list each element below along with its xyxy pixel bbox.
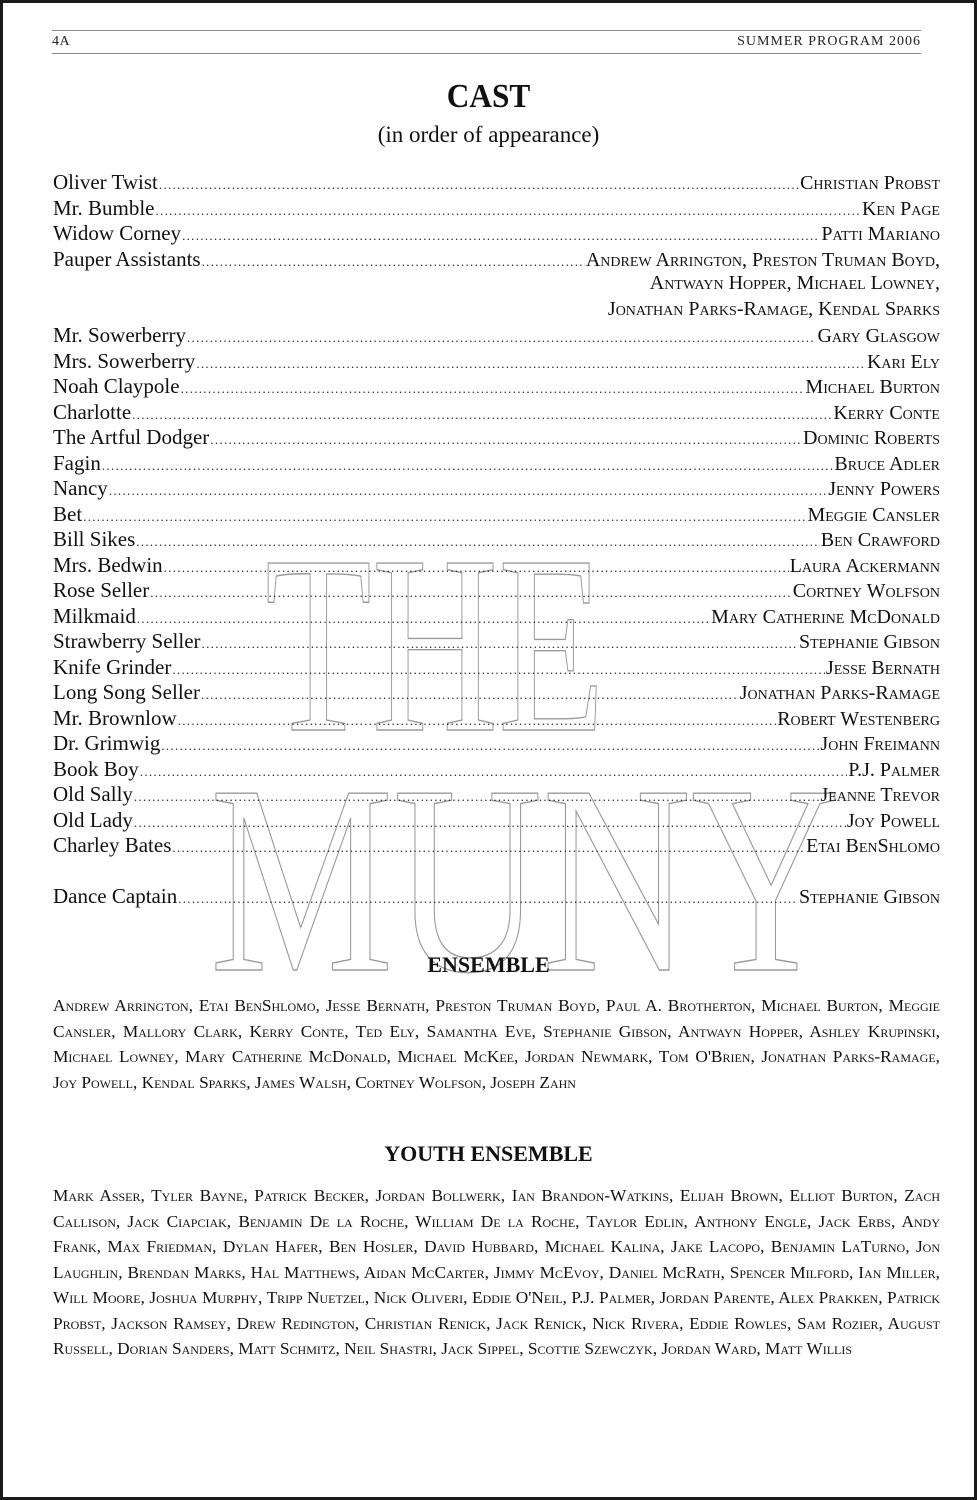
watermark-line-2: MUNY — [210, 730, 840, 980]
watermark-line-1: THE — [265, 530, 605, 786]
page-title: CAST — [446, 78, 531, 115]
leader-dots — [196, 356, 866, 372]
actor-name: Ben Crawford — [820, 529, 940, 551]
cast-row — [53, 196, 940, 222]
role-name: Mrs. Bedwin — [53, 552, 163, 577]
actor-name: Meggie Cansler — [807, 503, 940, 526]
leader-dots — [187, 330, 816, 346]
cast-row-continuation — [53, 298, 940, 324]
cast-row — [53, 323, 940, 349]
cast-row — [53, 884, 940, 910]
leader-dots — [102, 458, 834, 474]
cast-row — [53, 374, 940, 400]
page-subtitle: (in order of appearance) — [377, 122, 600, 147]
leader-dots — [140, 764, 847, 780]
ensemble-heading: ENSEMBLE — [427, 952, 550, 977]
role-name: Knife Grinder — [53, 654, 172, 679]
cast-row-continuation — [53, 272, 940, 298]
role-name: Milkmaid — [53, 603, 136, 628]
actor-name: Etai BenShlomo — [806, 835, 940, 857]
cast-row — [53, 425, 940, 451]
youth-ensemble-names: Mark Asser, Tyler Bayne, Patrick Becker, Jordan Bollwerk, Ian Brandon-Watkins, Elijah Brown, Elliot Burton, Zach Callison, Jack Ciapciak, Benjamin De la Roche, William De la Roche, Taylor Edlin, Anthony Engle, Jack Erbs, Andy Frank, Max Friedman, Dylan Hafer, Ben Hosler, David Hubbard, Michael Kalina, Jake Lacopo, Benjamin LaTurno, Jon Laughlin, Brendan Marks, Hal Matthews, Aidan McCarter, Jimmy McEvoy, Daniel McRath, Spencer Milford, Ian Miller, Will Moore, Joshua Murphy, Tripp Nuetzel, Nick Oliveri, Eddie O'Neil, P.J. Palmer, Jordan Parente, Alex Prakken, Patrick Probst, Jackson Ramsey, Drew Redington, Christian Renick, Jack Renick, Nick Rivera, Eddie Rowles, Sam Rozier, August Russell, Dorian Sanders, Matt Schmitz, Neil Shastri, Jack Sippel, Scottie Szewczyk, Jordan Ward, Matt Willis — [53, 1186, 940, 1358]
role-name: Rose Seller — [53, 578, 150, 602]
actor-name: Andrew Arrington, Preston Truman Boyd, — [585, 248, 940, 271]
role-name: Old Lady — [53, 807, 133, 832]
leader-dots — [156, 203, 861, 219]
actor-name: Kerry Conte — [833, 401, 940, 424]
role-name: Fagin — [53, 450, 101, 475]
actor-name: Mary Catherine McDonald — [711, 605, 940, 628]
role-name: Pauper Assistants — [53, 246, 201, 271]
cast-row — [53, 833, 940, 859]
cast-row — [53, 629, 940, 655]
actor-name: John Freimann — [820, 733, 940, 755]
cast-row — [53, 706, 940, 732]
actor-name: Jonathan Parks-Ramage — [739, 682, 940, 704]
leader-dots — [181, 381, 805, 397]
actor-name: Ken Page — [861, 197, 940, 220]
leader-dots — [202, 636, 798, 652]
actor-name: Dominic Roberts — [803, 427, 940, 449]
leader-dots — [161, 738, 819, 754]
cast-list — [53, 170, 940, 909]
role-name: Oliver Twist — [53, 170, 158, 194]
role-name: Mr. Brownlow — [53, 705, 177, 730]
cast-row — [53, 400, 940, 426]
actor-name: Jonathan Parks-Ramage, Kendal Sparks — [607, 297, 940, 320]
cast-row — [53, 527, 940, 553]
role-name: Nancy — [53, 476, 108, 500]
leader-dots — [159, 177, 799, 193]
leader-dots — [150, 585, 792, 601]
leader-dots — [134, 789, 820, 805]
role-name: Charlotte — [53, 399, 132, 424]
actor-name: Stephanie Gibson — [798, 631, 940, 653]
actor-name: Cortney Wolfson — [792, 580, 940, 602]
role-name: Dr. Grimwig — [53, 731, 161, 755]
leader-dots — [182, 228, 820, 244]
actor-name: Bruce Adler — [834, 452, 940, 475]
role-name: Mr. Bumble — [53, 195, 155, 220]
youth-ensemble-heading: YOUTH ENSEMBLE — [384, 1141, 593, 1166]
role-name: Widow Corney — [53, 221, 182, 245]
leader-dots — [210, 432, 802, 448]
role-name: Mrs. Sowerberry — [53, 348, 196, 373]
role-name: Dance Captain — [53, 883, 178, 908]
actor-name: Joy Powell — [846, 809, 940, 832]
role-name: Book Boy — [53, 756, 139, 781]
cast-row — [53, 731, 940, 757]
role-name: Bill Sikes — [53, 527, 136, 551]
cast-row — [53, 221, 940, 247]
program-title: SUMMER PROGRAM 2006 — [737, 34, 921, 49]
actor-name: Patti Mariano — [821, 223, 940, 245]
leader-dots — [178, 713, 777, 729]
leader-dots — [201, 687, 739, 703]
actor-name: Laura Ackermann — [789, 554, 940, 577]
leader-dots — [132, 407, 832, 423]
role-name: Strawberry Seller — [53, 629, 201, 653]
cast-row — [53, 757, 940, 783]
cast-row — [53, 782, 940, 808]
role-name: Mr. Sowerberry — [53, 323, 186, 347]
leader-dots — [178, 891, 798, 907]
cast-row — [53, 349, 940, 375]
actor-name: Michael Burton — [805, 376, 940, 398]
leader-dots — [164, 560, 789, 576]
leader-dots — [134, 815, 846, 831]
cast-row — [53, 170, 940, 196]
leader-dots — [172, 662, 825, 678]
cast-row — [53, 604, 940, 630]
cast-row — [53, 680, 940, 706]
actor-name: Christian Probst — [800, 172, 940, 194]
cast-row — [53, 502, 940, 528]
cast-row — [53, 476, 940, 502]
cast-row — [53, 808, 940, 834]
actor-name: Robert Westenberg — [777, 707, 940, 730]
role-name: Noah Claypole — [53, 374, 180, 398]
cast-row — [53, 578, 940, 604]
actor-name: Antwayn Hopper, Michael Lowney, — [649, 272, 940, 294]
actor-name: P.J. Palmer — [848, 758, 940, 781]
role-name: Charley Bates — [53, 833, 172, 857]
page-number: 4A — [52, 34, 71, 49]
ensemble-names: Andrew Arrington, Etai BenShlomo, Jesse Bernath, Preston Truman Boyd, Paul A. Brotherton, Michael Burton, Meggie Cansler, Mallory Clark, Kerry Conte, Ted Ely, Samantha Eve, Stephanie Gibson, Antwayn Hopper, Ashley Krupinski, Michael Lowney, Mary Catherine McDonald, Michael McKee, Jordan Newmark, Tom O'Brien, Jonathan Parks-Ramage, Joy Powell, Kendal Sparks, James Walsh, Cortney Wolfson, Joseph Zahn — [53, 996, 940, 1092]
cast-row — [53, 247, 940, 273]
running-header — [52, 30, 921, 54]
role-name: Long Song Seller — [53, 680, 200, 704]
leader-dots — [136, 534, 819, 550]
actor-name: Jenny Powers — [828, 478, 940, 500]
leader-dots — [83, 509, 806, 525]
cast-row — [53, 451, 940, 477]
role-name: Old Sally — [53, 782, 133, 806]
actor-name: Gary Glasgow — [817, 325, 940, 347]
role-name: Bet — [53, 501, 83, 526]
actor-name: Stephanie Gibson — [798, 885, 940, 908]
leader-dots — [172, 840, 805, 856]
cast-row — [53, 553, 940, 579]
cast-row — [53, 655, 940, 681]
leader-dots — [137, 611, 710, 627]
actor-name: Jeanne Trevor — [820, 784, 940, 806]
actor-name: Jesse Bernath — [825, 656, 940, 679]
leader-dots — [109, 483, 827, 499]
actor-name: Kari Ely — [866, 350, 940, 373]
role-name: The Artful Dodger — [53, 425, 210, 449]
leader-dots — [202, 254, 585, 270]
